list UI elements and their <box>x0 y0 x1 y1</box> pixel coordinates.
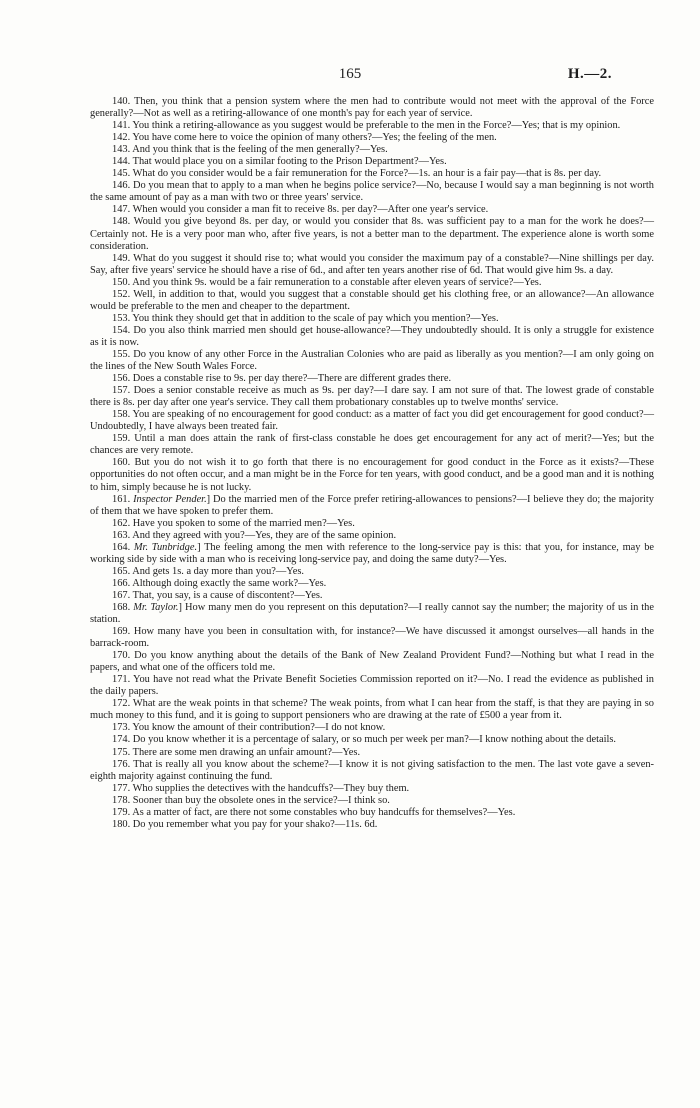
evidence-paragraph <box>90 313 654 325</box>
paragraph-text: 171. You have not read what the Private Benefit Societies Commission reported on it?—No. I read the evidence as published in the daily papers. <box>90 674 654 698</box>
paragraph-text: 158. You are speaking of no encouragement for good conduct: as a matter of fact you did get encouragement for good conduct?—Undoubtedly, I have always been treated fair. <box>90 409 654 433</box>
paragraph-text: ] Do the married men of the Force prefer retiring-allowances to pensions?—I believe they do; the majority of them that we have spoken to prefer them. <box>90 493 654 517</box>
paragraph-text: 142. You have come here to voice the opinion of many others?—Yes; the feeling of the men. <box>112 132 497 144</box>
evidence-paragraph <box>90 626 654 650</box>
paragraph-text: 145. What do you consider would be a fair remuneration for the Force?—1s. an hour is a fair pay—that is 8s. per day. <box>112 168 602 180</box>
paragraph-text: 163. And they agreed with you?—Yes, they are of the same opinion. <box>112 529 397 541</box>
evidence-paragraph <box>90 349 654 373</box>
paragraph-text: 154. Do you also think married men should get house-allowance?—They undoubtedly should. It is only a struggle for existence as it is now. <box>90 324 654 348</box>
paragraph-text: 141. You think a retiring-allowance as you suggest would be preferable to the men in the Force?—Yes; that is my opinion. <box>112 120 621 132</box>
paragraph-text: 146. Do you mean that to apply to a man when he begins police service?—No, because I would say a man beginning is not worth the same amount of pay as a man with two or three years' service. <box>90 180 654 204</box>
evidence-paragraph <box>90 457 654 493</box>
evidence-paragraph <box>90 722 654 734</box>
paragraph-text: 180. Do you remember what you pay for your shako?—11s. 6d. <box>112 818 378 830</box>
evidence-paragraph <box>90 759 654 783</box>
evidence-paragraph <box>90 289 654 313</box>
page-number: 165 <box>338 66 362 82</box>
evidence-paragraph <box>90 530 654 542</box>
paragraph-text: 172. What are the weak points in that scheme? The weak points, from what I can hear from the staff, is that they are paying in so much money to this fund, and it is going to support pensioners who are drawing at the rate of £500 a year from it. <box>90 698 654 722</box>
evidence-paragraph <box>90 180 654 204</box>
question-number: 164. <box>112 541 134 553</box>
evidence-paragraph <box>90 253 654 277</box>
evidence-paragraph <box>90 132 654 144</box>
paragraph-text: 166. Although doing exactly the same work?—Yes. <box>112 577 327 589</box>
evidence-paragraph <box>90 590 654 602</box>
evidence-paragraph <box>90 566 654 578</box>
evidence-paragraph <box>90 144 654 156</box>
paragraph-text: ] The feeling among the men with reference to the long-service pay is this: that you, for instance, may be working side by side with a man who is receiving long-service pay, and doing the same duty?—Yes. <box>90 541 654 565</box>
evidence-text <box>90 96 654 831</box>
evidence-paragraph <box>90 734 654 746</box>
evidence-paragraph <box>90 578 654 590</box>
evidence-paragraph <box>90 433 654 457</box>
speaker-name: Mr. Taylor. <box>133 601 179 613</box>
paragraph-text: 170. Do you know anything about the details of the Bank of New Zealand Provident Fund?—Nothing but what I read in the papers, and what one of the officers told me. <box>90 650 654 674</box>
paragraph-text: 149. What do you suggest it should rise to; what would you consider the maximum pay of a constable?—Nine shillings per day. Say, after five years' service he should have a rise of 6d., and after ten years another rise of 6d. That would give him 9s. a day. <box>90 252 654 276</box>
paragraph-text: 152. Well, in addition to that, would you suggest that a constable should get his clothing free, or an allowance?—An allowance would be preferable to the men and cheaper to the department. <box>90 288 654 312</box>
paragraph-text: 169. How many have you been in consultation with, for instance?—We have discussed it amongst ourselves—all hands in the barrack-room. <box>90 626 654 650</box>
document-reference: H.—2. <box>567 66 612 82</box>
evidence-paragraph <box>90 650 654 674</box>
question-number: 161. <box>112 493 134 505</box>
evidence-paragraph <box>90 385 654 409</box>
paragraph-text: 140. Then, you think that a pension system where the men had to contribute would not meet with the approval of the Force generally?—Not as well as a retiring-allowance of one month's pay for each year of service. <box>90 96 654 120</box>
paragraph-text: ] How many men do you represent on this deputation?—I really cannot say the number; the majority of us in the station. <box>90 601 654 626</box>
evidence-paragraph <box>90 674 654 698</box>
evidence-paragraph <box>90 277 654 289</box>
evidence-paragraph <box>90 156 654 168</box>
paragraph-text: 144. That would place you on a similar footing to the Prison Department?—Yes. <box>112 156 447 168</box>
evidence-paragraph <box>90 542 654 566</box>
paragraph-text: 177. Who supplies the detectives with the handcuffs?—They buy them. <box>112 782 410 794</box>
paragraph-text: 153. You think they should get that in addition to the scale of pay which you mention?—Yes. <box>112 312 499 324</box>
evidence-paragraph <box>90 747 654 759</box>
paragraph-text: 157. Does a senior constable receive as much as 9s. per day?—I dare say. I am not sure of that. The lowest grade of constable there is 8s. per day after one year's service. They call them probationary constables up to twelve months' service. <box>90 385 654 409</box>
paragraph-text: 156. Does a constable rise to 9s. per day there?—There are different grades there. <box>112 373 452 385</box>
evidence-paragraph <box>90 819 654 831</box>
evidence-paragraph <box>90 409 654 433</box>
evidence-paragraph <box>90 807 654 819</box>
evidence-paragraph <box>90 518 654 530</box>
paragraph-text: 175. There are some men drawing an unfair amount?—Yes. <box>112 746 361 758</box>
paragraph-text: 162. Have you spoken to some of the married men?—Yes. <box>112 517 355 529</box>
evidence-paragraph <box>90 216 654 252</box>
paragraph-text: 143. And you think that is the feeling of the men generally?—Yes. <box>112 144 388 156</box>
evidence-paragraph <box>90 602 654 626</box>
paragraph-text: 159. Until a man does attain the rank of first-class constable he does get encouragement for any act of merit?—Yes; but the chances are very remote. <box>90 433 654 457</box>
evidence-paragraph <box>90 120 654 132</box>
paragraph-text: 173. You know the amount of their contribution?—I do not know. <box>112 722 386 734</box>
evidence-paragraph <box>90 204 654 216</box>
paragraph-text: 179. As a matter of fact, are there not some constables who buy handcuffs for themselves?—Yes. <box>112 806 516 818</box>
evidence-paragraph <box>90 494 654 518</box>
speaker-name: Mr. Tunbridge. <box>133 541 198 553</box>
paragraph-text: 178. Sooner than buy the obsolete ones in the service?—I think so. <box>112 794 390 806</box>
paragraph-text: 148. Would you give beyond 8s. per day, or would you consider that 8s. was sufficient pay to a man for the work he does?—Certainly not. He is a very poor man who, after five years, is not a better man to the department. The experience alone is worth some consideration. <box>90 216 654 252</box>
evidence-paragraph <box>90 795 654 807</box>
question-number: 168. <box>112 601 134 613</box>
speaker-name: Inspector Pender. <box>133 493 207 505</box>
evidence-paragraph <box>90 783 654 795</box>
paragraph-text: 150. And you think 9s. would be a fair remuneration to a constable after eleven years of service?—Yes. <box>112 276 542 288</box>
paragraph-text: 160. But you do not wish it to go forth that there is no encouragement for good conduct in the Force as it exists?—These opportunities do not often occur, and a man might be in the Force for ten years, with good conduct, and be a good man and it is nothing to him, simply because he is not lucky. <box>90 457 654 493</box>
paragraph-text: 165. And gets 1s. a day more than you?—Yes. <box>112 565 305 577</box>
evidence-paragraph <box>90 698 654 722</box>
evidence-paragraph <box>90 96 654 120</box>
paragraph-text: 167. That, you say, is a cause of discontent?—Yes. <box>112 589 323 601</box>
paragraph-text: 174. Do you know whether it is a percentage of salary, or so much per week per man?—I know nothing about the details. <box>112 734 616 746</box>
page-header <box>88 66 612 86</box>
paragraph-text: 176. That is really all you know about the scheme?—I know it is not giving satisfaction to the men. The last vote gave a seven-eighth majority against continuing the fund. <box>90 758 654 782</box>
evidence-paragraph <box>90 373 654 385</box>
paragraph-text: 155. Do you know of any other Force in the Australian Colonies who are paid as liberally as you mention?—I am only going on the lines of the New South Wales Force. <box>90 348 654 373</box>
evidence-paragraph <box>90 168 654 180</box>
paragraph-text: 147. When would you consider a man fit to receive 8s. per day?—After one year's service. <box>112 204 489 216</box>
evidence-paragraph <box>90 325 654 349</box>
